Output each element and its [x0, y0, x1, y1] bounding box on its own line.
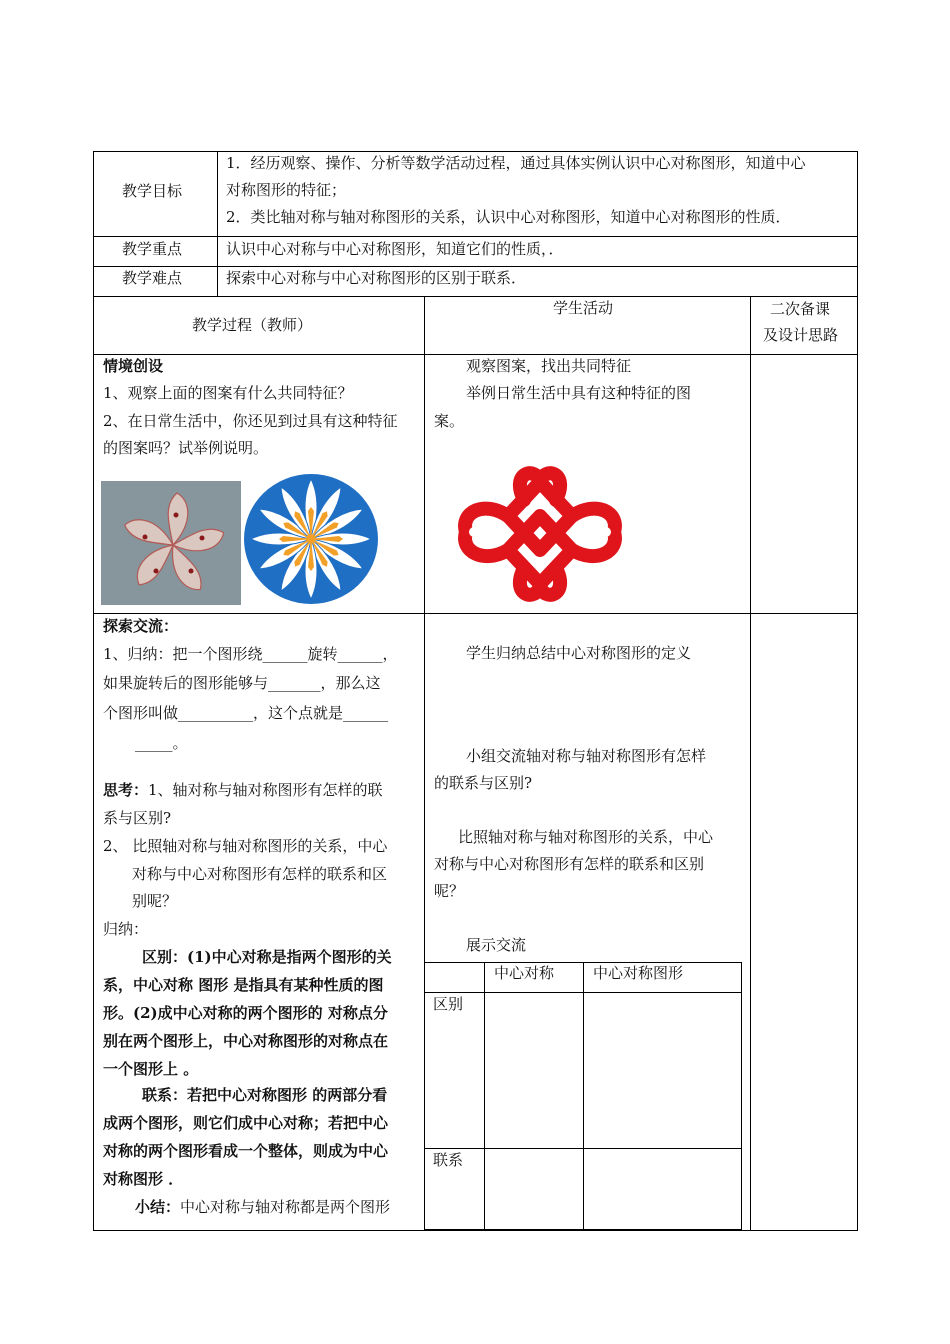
- connection-line-1: 联系：若把中心对称图形 的两部分看: [142, 1086, 388, 1104]
- student-group-line-1: 小组交流轴对称与轴对称图形有怎样: [466, 747, 707, 765]
- think-line-5: 别呢？: [132, 892, 178, 910]
- design-column-header-1: 二次备课: [770, 300, 831, 318]
- table-border-right: [857, 151, 858, 1231]
- divider: [217, 151, 218, 297]
- blue-flower-image: [242, 472, 380, 606]
- conclusion-label: 小结：: [135, 1198, 181, 1216]
- think-label: 思考：: [103, 781, 149, 799]
- inner-table-line: [484, 962, 485, 1230]
- bauhinia-flower-image: [101, 481, 241, 605]
- student-summary: 学生归纳总结中心对称图形的定义: [466, 644, 692, 662]
- difference-line-4: 别在两个图形上，中心对称图形的对称点在: [103, 1032, 389, 1050]
- think-line-3: 2、 比照轴对称与轴对称图形的关系，中心: [103, 837, 388, 855]
- difference-line-5: 一个图形上 。: [103, 1060, 199, 1078]
- conclusion-line: [135, 1197, 390, 1217]
- think-line-2: 系与区别?: [103, 809, 172, 827]
- conclusion-text: 中心对称与轴对称都是两个图形: [180, 1198, 391, 1216]
- question-1: 1、观察上面的图案有什么共同特征？: [103, 384, 353, 402]
- student-compare-line-1: 比照轴对称与轴对称图形的关系，中心: [458, 828, 714, 846]
- think-line-1: [103, 780, 383, 800]
- divider: [93, 354, 858, 355]
- goal-line-3: 2．类比轴对称与轴对称图形的关系，认识中心对称图形，知道中心对称图形的性质．: [226, 208, 791, 226]
- inner-row-difference: 区别: [433, 995, 464, 1013]
- divider: [750, 296, 751, 1231]
- student-display: 展示交流: [466, 936, 527, 954]
- goal-line-1: 1．经历观察、操作、分析等数学活动过程，通过具体实例认识中心对称图形，知道中心: [226, 154, 806, 172]
- difference-line-3: 形。(2)成中心对称的两个图形的 对称点分: [103, 1004, 388, 1022]
- chinese-knot-image: [444, 460, 636, 608]
- fill-blank-line-3: 个图形叫做__________，这个点就是______: [103, 704, 389, 722]
- divider: [93, 236, 858, 237]
- section-title-scenario: 情境创设: [103, 357, 164, 375]
- student-column-header: 学生活动: [553, 299, 614, 317]
- difficulty-text: 探索中心对称与中心对称图形的区别于联系．: [226, 269, 527, 287]
- think-line-4: 对称与中心对称图形有怎样的联系和区: [132, 865, 388, 883]
- inner-row-connection: 联系: [433, 1151, 464, 1169]
- connection-line-3: 对称的两个图形看成一个整体，则成为中心: [103, 1142, 389, 1160]
- key-point-label: 教学重点: [122, 240, 183, 258]
- table-border-top: [93, 151, 858, 152]
- teacher-column-header: 教学过程（教师）: [192, 316, 313, 334]
- inner-table-line: [583, 962, 584, 1230]
- divider: [93, 266, 858, 267]
- student-compare-line-2: 对称与中心对称图形有怎样的联系和区别: [434, 855, 705, 873]
- table-border-left: [93, 151, 94, 1231]
- difference-line-2: 系，中心对称 图形 是指具有某种性质的图: [103, 976, 384, 994]
- design-column-header-2: 及设计思路: [763, 326, 839, 344]
- summary-label: 归纳：: [103, 920, 149, 938]
- divider: [93, 613, 858, 614]
- connection-line-2: 成两个图形，则它们成中心对称；若把中心: [103, 1114, 389, 1132]
- section-title-explore: 探索交流：: [103, 617, 179, 635]
- divider: [424, 296, 425, 1231]
- question-2-line-1: 2、在日常生活中，你还见到过具有这种特征: [103, 412, 398, 430]
- key-point-text: 认识中心对称与中心对称图形，知道它们的性质，．: [226, 240, 564, 258]
- student-example-line-1: 举例日常生活中具有这种特征的图: [466, 384, 692, 402]
- fill-blank-line-2: 如果旋转后的图形能够与_______，那么这: [103, 674, 381, 692]
- fill-blank-line-4: _____。: [135, 734, 188, 752]
- difficulty-label: 教学难点: [122, 269, 183, 287]
- connection-line-4: 对称图形 ．: [103, 1170, 184, 1188]
- divider: [93, 296, 858, 297]
- question-2-line-2: 的图案吗？试举例说明。: [103, 439, 269, 457]
- table-border-bottom: [93, 1230, 858, 1231]
- difference-line-1: 区别：(1)中心对称是指两个图形的关: [142, 948, 392, 966]
- student-compare-line-3: 呢？: [434, 882, 465, 900]
- fill-blank-line-1: 1、归纳：把一个图形绕______旋转______，: [103, 645, 398, 663]
- inner-header-central-symmetric-figure: 中心对称图形: [593, 964, 684, 982]
- student-observe: 观察图案，找出共同特征: [466, 357, 632, 375]
- student-group-line-2: 的联系与区别?: [434, 774, 533, 792]
- goal-label: 教学目标: [122, 182, 183, 200]
- inner-table-line: [741, 962, 742, 1230]
- goal-line-2: 对称图形的特征；: [226, 181, 347, 199]
- inner-header-central-symmetry: 中心对称: [494, 964, 555, 982]
- think-1a: 1、轴对称与轴对称图形有怎样的联: [148, 781, 383, 799]
- student-example-line-2: 案。: [434, 412, 465, 430]
